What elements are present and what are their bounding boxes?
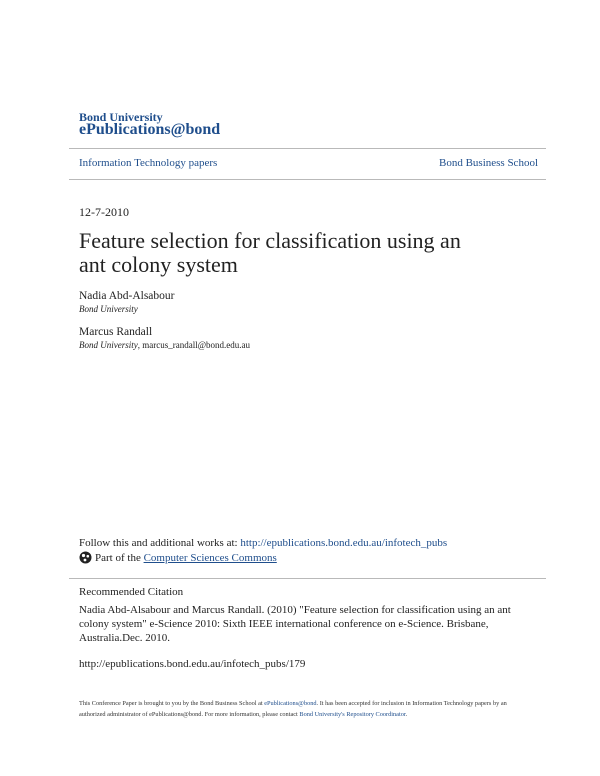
author-affiliation: [79, 340, 250, 350]
network-icon: [79, 551, 92, 564]
publication-date: 12-7-2010: [79, 205, 129, 219]
paper-title: Feature selection for classification using an ant colony system: [79, 228, 461, 277]
follow-line: [79, 537, 447, 549]
footer-text: . It has been accepted for inclusion in Information Technology papers by an authorized administrator of ePublications@bond. For more information, please contact: [79, 700, 507, 718]
footer-text: .: [405, 711, 408, 718]
citation-text: Nadia Abd-Alsabour and Marcus Randall. (2010) "Feature selection for classification using an ant colony system" e-Science 2010: Sixth IEEE international conference on e-Science. Brisbane, Australia.Dec. 2010.: [79, 604, 511, 644]
repository-coordinator-link[interactable]: Bond University's Repository Coordinator: [299, 711, 406, 718]
infotech-pubs-link[interactable]: http://epublications.bond.edu.au/infotech_pubs: [240, 537, 448, 549]
author-name: Nadia Abd-Alsabour: [79, 290, 175, 302]
footer-text: This Conference Paper is brought to you by the Bond Business School at: [79, 700, 265, 707]
repository-name: ePublications@bond: [79, 121, 221, 138]
part-of-prefix: Part of the: [95, 551, 141, 564]
computer-sciences-commons-link[interactable]: Computer Sciences Commons: [143, 551, 277, 564]
divider-top: [69, 148, 546, 149]
information-technology-papers-link[interactable]: Information Technology papers: [79, 157, 218, 169]
affiliation-text: Bond University: [79, 340, 138, 350]
recommended-citation-heading: Recommended Citation: [79, 586, 184, 598]
divider-nav: [69, 179, 546, 180]
university-name: Bond University: [79, 110, 163, 124]
footer-notice: [79, 698, 519, 720]
follow-prefix: Follow this and additional works at:: [79, 537, 241, 549]
epublications-link[interactable]: ePublications@bond: [264, 700, 317, 707]
citation-url: http://epublications.bond.edu.au/infotech_pubs/179: [79, 658, 306, 670]
affiliation-text: Bond University: [79, 304, 138, 314]
author-affiliation: [79, 304, 138, 314]
author-name: Marcus Randall: [79, 326, 153, 338]
author-email: , marcus_randall@bond.edu.au: [137, 340, 251, 350]
divider-citation: [69, 578, 546, 579]
part-of-line: [79, 551, 277, 564]
bond-business-school-link[interactable]: Bond Business School: [438, 157, 538, 169]
